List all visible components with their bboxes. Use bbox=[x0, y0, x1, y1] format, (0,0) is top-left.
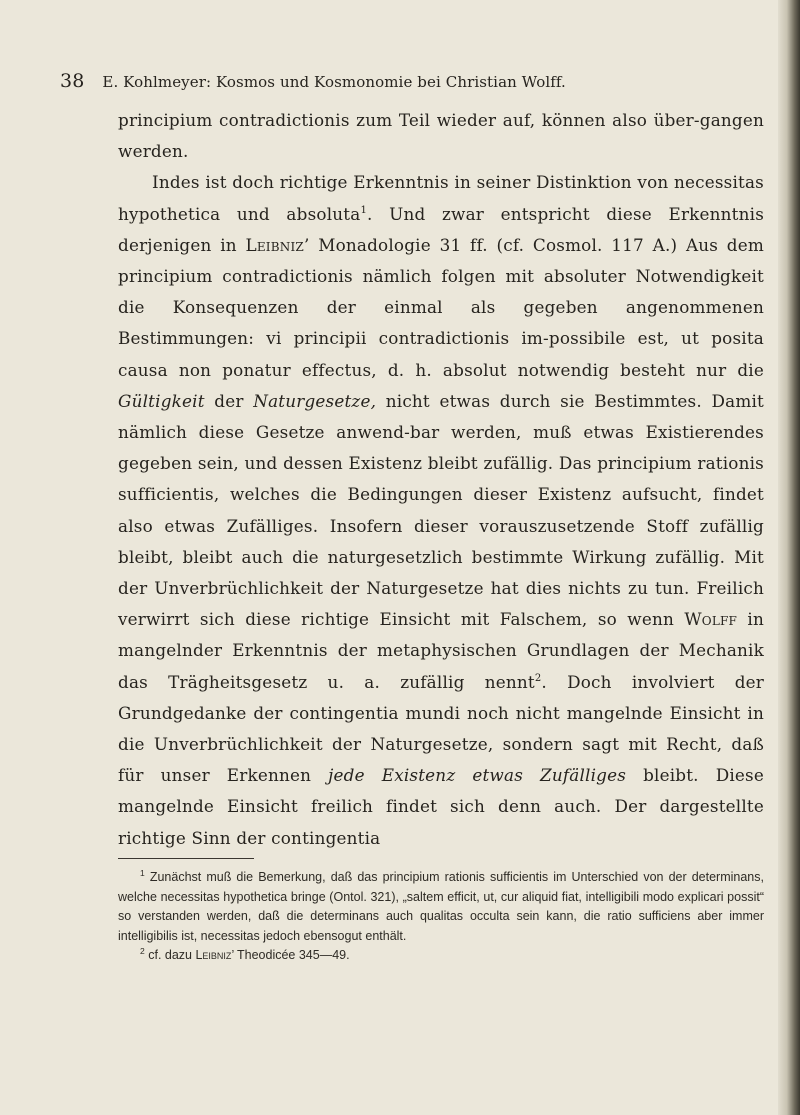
footnote-2 bbox=[118, 946, 764, 966]
text-run: . Und zwar entspricht diese Erkenntnis derjenigen in bbox=[118, 203, 765, 255]
body-text bbox=[118, 105, 764, 854]
running-header bbox=[60, 70, 760, 92]
running-title: E. Kohlmeyer: Kosmos und Kosmonomie bei Christian Wolff. bbox=[102, 73, 566, 91]
footnote-1 bbox=[118, 868, 764, 946]
footnote-divider bbox=[118, 858, 254, 859]
text-run: bleibt. Diese mangelnde Einsicht freilich findet sich denn auch. Der dargestellte richtige Sinn der contingentia bbox=[118, 765, 764, 848]
page-binding-edge bbox=[778, 0, 800, 1115]
text-run: ’ Theodicée 345—49. bbox=[231, 948, 350, 963]
text-run: in mangelnder Erkenntnis der metaphysischen Grundlagen der Mechanik das Trägheitsgesetz u. a. zufällig nennt bbox=[118, 609, 765, 692]
emphasis-gueltigkeit: Gültigkeit bbox=[118, 390, 205, 411]
footnotes bbox=[118, 868, 764, 966]
text-run: ’ Monadologie 31 ff. (cf. Cosmol. 117 A.) Aus dem principium contradictionis nämlich folgen mit absoluter Notwendigkeit die Konsequenzen der einmal als gegeben angenommenen Bestimmungen: vi principii contradictionis im-possibile est, ut posita causa non ponatur effectus, d. h. absolut notwendig besteht nur die bbox=[118, 234, 764, 380]
emphasis-jede-existenz: jede Existenz etwas Zufälliges bbox=[328, 765, 627, 786]
author-name-leibniz: Leibniz bbox=[245, 234, 304, 255]
text-run: . Doch involviert der Grundgedanke der contingentia mundi noch nicht mangelnde Einsicht in die Unverbrüchlichkeit der Naturgesetze, sondern sagt mit Recht, daß für unser Erkennen bbox=[118, 671, 764, 786]
footnote-mark-2: 2 bbox=[140, 946, 145, 957]
footnote-1-text: Zunächst muß die Bemerkung, daß das principium rationis sufficientis im Unterschied von der determinans, welche necessitas hypothetica bringe (Ontol. 321), „saltem efficit, ut, cur aliquid fiat, intelligibili modo explicari possit“ so verstanden werden, daß die determinans auch qualitas occulta sein kann, die ratio sufficiens aber immer intelligibilis ist, necessitas jedoch ebensogut enthält. bbox=[118, 870, 764, 943]
footnote-ref-1: 1 bbox=[360, 204, 367, 216]
author-name-leibniz: Leibniz bbox=[195, 948, 232, 963]
text-run: der bbox=[204, 390, 254, 411]
footnote-mark-1: 1 bbox=[140, 868, 145, 878]
text-run: nicht etwas durch sie Bestimmtes. Damit nämlich diese Gesetze anwend-bar werden, muß etwas Existierendes gegeben sein, und dessen Existenz bleibt zufällig. Das principium rationis sufficientis, welches die Bedingungen dieser Existenz aufsucht, findet also etwas Zufälliges. Insofern dieser vorauszusetzende Stoff zufällig bleibt, bleibt auch die naturgesetzlich bestimmte Wirkung zufällig. Mit der Unverbrüchlichkeit der Naturgesetze hat dies nichts zu tun. Freilich verwirrt sich diese richtige Einsicht mit Falschem, so wenn bbox=[118, 390, 764, 630]
author-name-wolff: Wolff bbox=[684, 609, 738, 630]
page-number: 38 bbox=[60, 70, 85, 92]
text-run: Indes ist doch richtige Erkenntnis in seiner Distinktion von necessitas hypothetica und absoluta bbox=[118, 172, 764, 224]
paragraph-2 bbox=[118, 167, 764, 853]
text-run: cf. dazu bbox=[148, 948, 196, 963]
emphasis-naturgesetze: Naturgesetze, bbox=[253, 390, 377, 411]
paragraph-1: principium contradictionis zum Teil wieder auf, können also über-gangen werden. bbox=[118, 110, 764, 162]
footnote-ref-2: 2 bbox=[534, 672, 542, 684]
